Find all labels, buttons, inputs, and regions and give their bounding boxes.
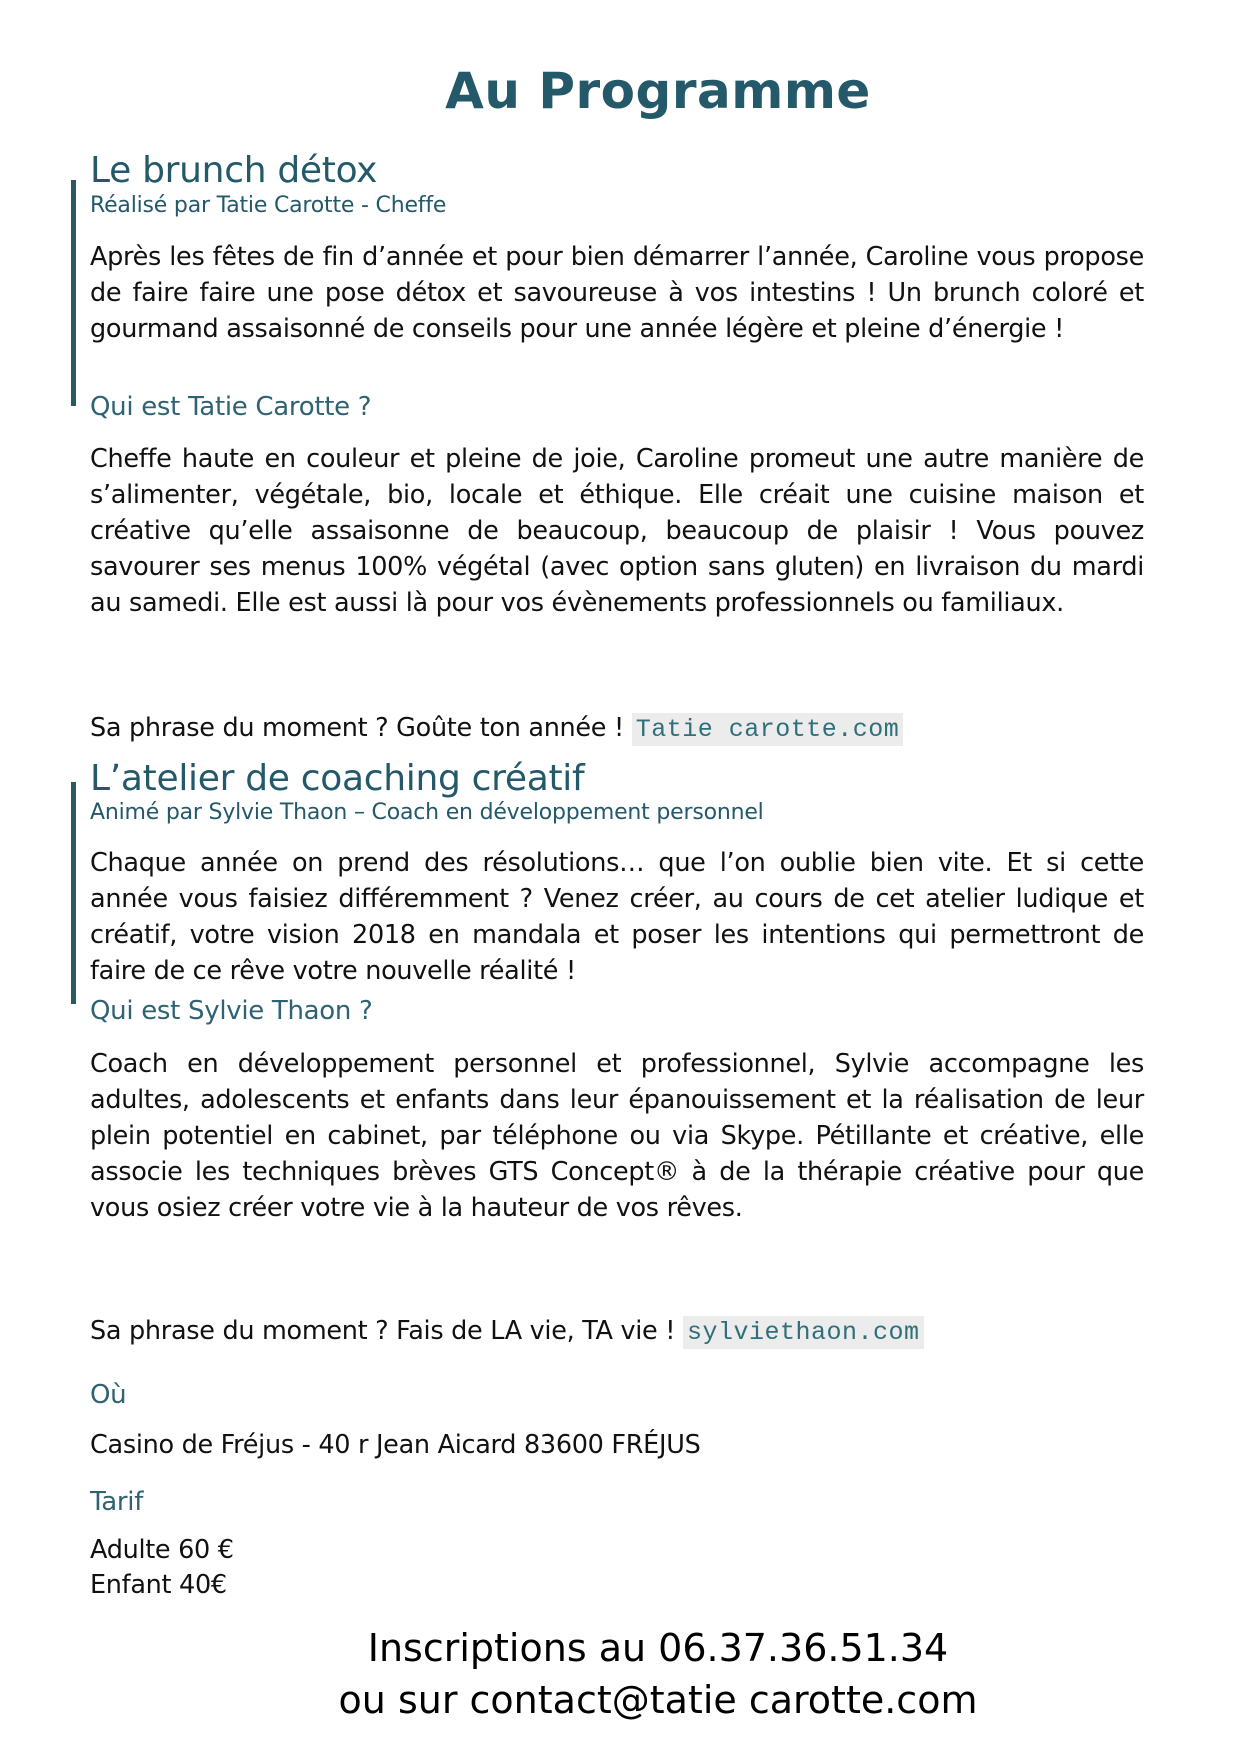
coaching-description: Chaque année on prend des résolutions… que l’on oublie bien vite. Et si cette année vous faisiez différemment ? Venez créer, au cours de cet atelier ludique et créatif, votre vision 2018 en mandala et poser les intentions qui permettront de faire de ce rêve votre nouvelle réalité !	[90, 848, 1144, 986]
sylvie-bio: Coach en développement personnel et professionnel, Sylvie accompagne les adultes, adolescents et enfants dans leur épanouissement et la réalisation de leur plein potentiel en cabinet, par téléphone ou via Skype. Pétillante et créative, elle associe les techniques brèves GTS Concept® à de la thérapie créative pour que vous osiez créer votre vie à la hauteur de vos rêves.	[90, 1049, 1144, 1223]
who-heading-sylvie: Qui est Sylvie Thaon ?	[90, 996, 373, 1026]
section-heading-coaching: L’atelier de coaching créatif	[90, 758, 585, 799]
sylvie-website-link[interactable]: sylviethaon.com	[683, 1316, 924, 1349]
price-child: Enfant 40€	[90, 1570, 227, 1600]
section-subtitle-brunch: Réalisé par Tatie Carotte - Cheffe	[90, 193, 447, 218]
registration-email: ou sur contact@tatie carotte.com	[338, 1678, 978, 1722]
section-subtitle-coaching: Animé par Sylvie Thaon – Coach en développement personnel	[90, 800, 764, 825]
sylvie-phrase: Sa phrase du moment ? Fais de LA vie, TA vie !	[90, 1316, 676, 1346]
pricing-heading: Tarif	[90, 1487, 144, 1517]
tatie-bio: Cheffe haute en couleur et pleine de joie, Caroline promeut une autre manière de s’alimenter, végétale, bio, locale et éthique. Elle créait une cuisine maison et créative qu’elle assaisonne de beaucoup, beaucoup de plaisir ! Vous pouvez savourer ses menus 100% végétal (avec option sans gluten) en livraison du mardi au samedi. Elle est aussi là pour vos évènements professionnels ou familiaux.	[90, 444, 1144, 618]
tatie-website-link[interactable]: Tatie carotte.com	[632, 713, 904, 746]
price-adult: Adulte 60 €	[90, 1535, 234, 1565]
sylvie-phrase-line	[90, 1316, 924, 1347]
location-address: Casino de Fréjus - 40 r Jean Aicard 83600 FRÉJUS	[90, 1430, 701, 1460]
section-heading-brunch: Le brunch détox	[90, 150, 378, 191]
registration-phone: Inscriptions au 06.37.36.51.34	[367, 1626, 949, 1670]
location-heading: Où	[90, 1380, 127, 1410]
section-accent-bar	[71, 180, 76, 406]
page-title: Au Programme	[445, 62, 871, 120]
section-accent-bar	[71, 782, 76, 1004]
tatie-phrase: Sa phrase du moment ? Goûte ton année !	[90, 713, 624, 743]
who-heading-tatie: Qui est Tatie Carotte ?	[90, 392, 372, 422]
brunch-description: Après les fêtes de fin d’année et pour bien démarrer l’année, Caroline vous propose de faire faire une pose détox et savoureuse à vos intestins ! Un brunch coloré et gourmand assaisonné de conseils pour une année légère et pleine d’énergie !	[90, 242, 1144, 344]
tatie-phrase-line	[90, 713, 903, 744]
